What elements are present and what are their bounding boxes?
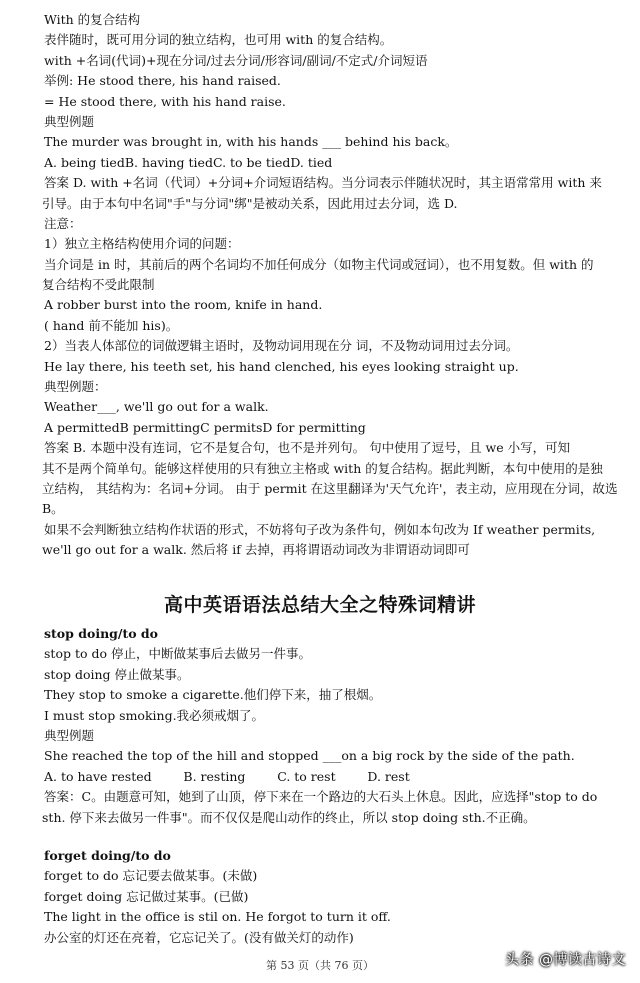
text-line: With 的复合结构	[44, 12, 141, 27]
text-line: we'll go out for a walk. 然后将 if 去掉，再将谓语动词改为非谓语动词即可	[42, 542, 470, 558]
text-line: 典型例题	[44, 727, 95, 743]
text-line: 答案 B. 本题中没有连词，它不是复合句，也不是并列句。 句中使用了逗号，且 we 小写，可知	[44, 440, 571, 456]
text-line: B。	[42, 501, 64, 517]
text-line: 复合结构不受此限制	[42, 277, 155, 293]
text-line: A robber burst into the room, knife in hand.	[44, 297, 323, 313]
text-line: 典型例题	[44, 113, 95, 129]
watermark: 头条 @博读古诗文	[505, 952, 626, 968]
text-line: 举例: He stood there, his hand raised.	[44, 73, 281, 89]
text-line: sth. 停下来去做另一件事"。而不仅仅是爬山动作的终止，所以 stop doing sth.不正确。	[42, 809, 536, 825]
text-line: She reached the top of the hill and stopped ___on a big rock by the side of the path.	[44, 748, 575, 764]
text-line: forget doing 忘记做过某事。(已做)	[44, 888, 249, 904]
text-line: The light in the office is stil on. He forgot to turn it off.	[44, 909, 391, 925]
text-line: 答案：C。由题意可知，她到了山顶，停下来在一个路边的大石头上休息。因此，应选择"stop to do	[44, 789, 598, 805]
page-footer: 第 53 页（共 76 页）	[266, 959, 374, 972]
text-line: 答案 D. with +名词（代词）+分词+介词短语结构。当分词表示伴随状况时，其主语常常用 with 来	[44, 175, 602, 191]
text-line: He lay there, his teeth set, his hand clenched, his eyes looking straight up.	[44, 358, 519, 374]
text-line: forget to do 忘记要去做某事。(未做)	[44, 868, 258, 884]
text-line: 注意：	[44, 215, 82, 231]
text-line: 如果不会判断独立结构作状语的形式，不妨将句子改为条件句，例如本句改为 If weather permits,	[44, 521, 596, 537]
text-line: 典型例题：	[44, 379, 107, 395]
section-forget-doing	[44, 846, 628, 948]
section-stop-doing	[44, 624, 628, 828]
text-line: 当介词是 in 时，其前后的两个名词均不加任何成分（如物主代词或冠词），也不用复数。但 with 的	[44, 256, 594, 272]
section-with-structure	[44, 10, 628, 561]
text-line: A. to have rested B. resting C. to rest D. rest	[44, 768, 410, 784]
text-line: 立结构， 其结构为：名词+分词。 由于 permit 在这里翻译为'天气允许'，表主动，应用现在分词，故选	[42, 480, 618, 496]
text-line: They stop to smoke a cigarette.他们停下来，抽了根烟。	[44, 687, 382, 703]
text-line: with +名词(代词)+现在分词/过去分词/形容词/副词/不定式/介词短语	[44, 52, 428, 68]
text-line: 引导。由于本句中名词"手"与分词"绑"是被动关系，因此用过去分词，选 D.	[42, 195, 458, 211]
text-line: 2）当表人体部位的词做逻辑主语时，及物动词用现在分 词，不及物动词用过去分词。	[44, 338, 519, 354]
text-line: stop to do 停止，中断做某事后去做另一件事。	[44, 646, 311, 662]
text-line: 办公室的灯还在亮着，它忘记关了。(没有做关灯的动作)	[44, 929, 354, 945]
text-line: 其不是两个简单句。能够这样使用的只有独立主格或 with 的复合结构。据此判断，本句中使用的是独	[42, 460, 603, 476]
text-line: Weather___, we'll go out for a walk.	[44, 399, 269, 415]
text-line: ( hand 前不能加 his)。	[44, 317, 179, 333]
text-line: = He stood there, with his hand raise.	[44, 93, 286, 109]
text-line: I must stop smoking.我必须戒烟了。	[44, 707, 265, 723]
text-line: stop doing 停止做某事。	[44, 666, 190, 682]
section-title: stop doing/to do	[44, 626, 159, 641]
text-line: 1）独立主格结构使用介词的问题：	[44, 236, 240, 252]
text-line: The murder was brought in, with his hands ___ behind his back。	[44, 134, 458, 150]
section-title: forget doing/to do	[44, 848, 171, 863]
text-line: A permittedB permittingC permitsD for permitting	[44, 419, 366, 435]
text-line: A. being tiedB. having tiedC. to be tiedD. tied	[44, 154, 333, 170]
text-line: 表伴随时，既可用分词的独立结构，也可用 with 的复合结构。	[44, 32, 393, 48]
page-heading: 高中英语语法总结大全之特殊词精讲	[163, 594, 476, 616]
